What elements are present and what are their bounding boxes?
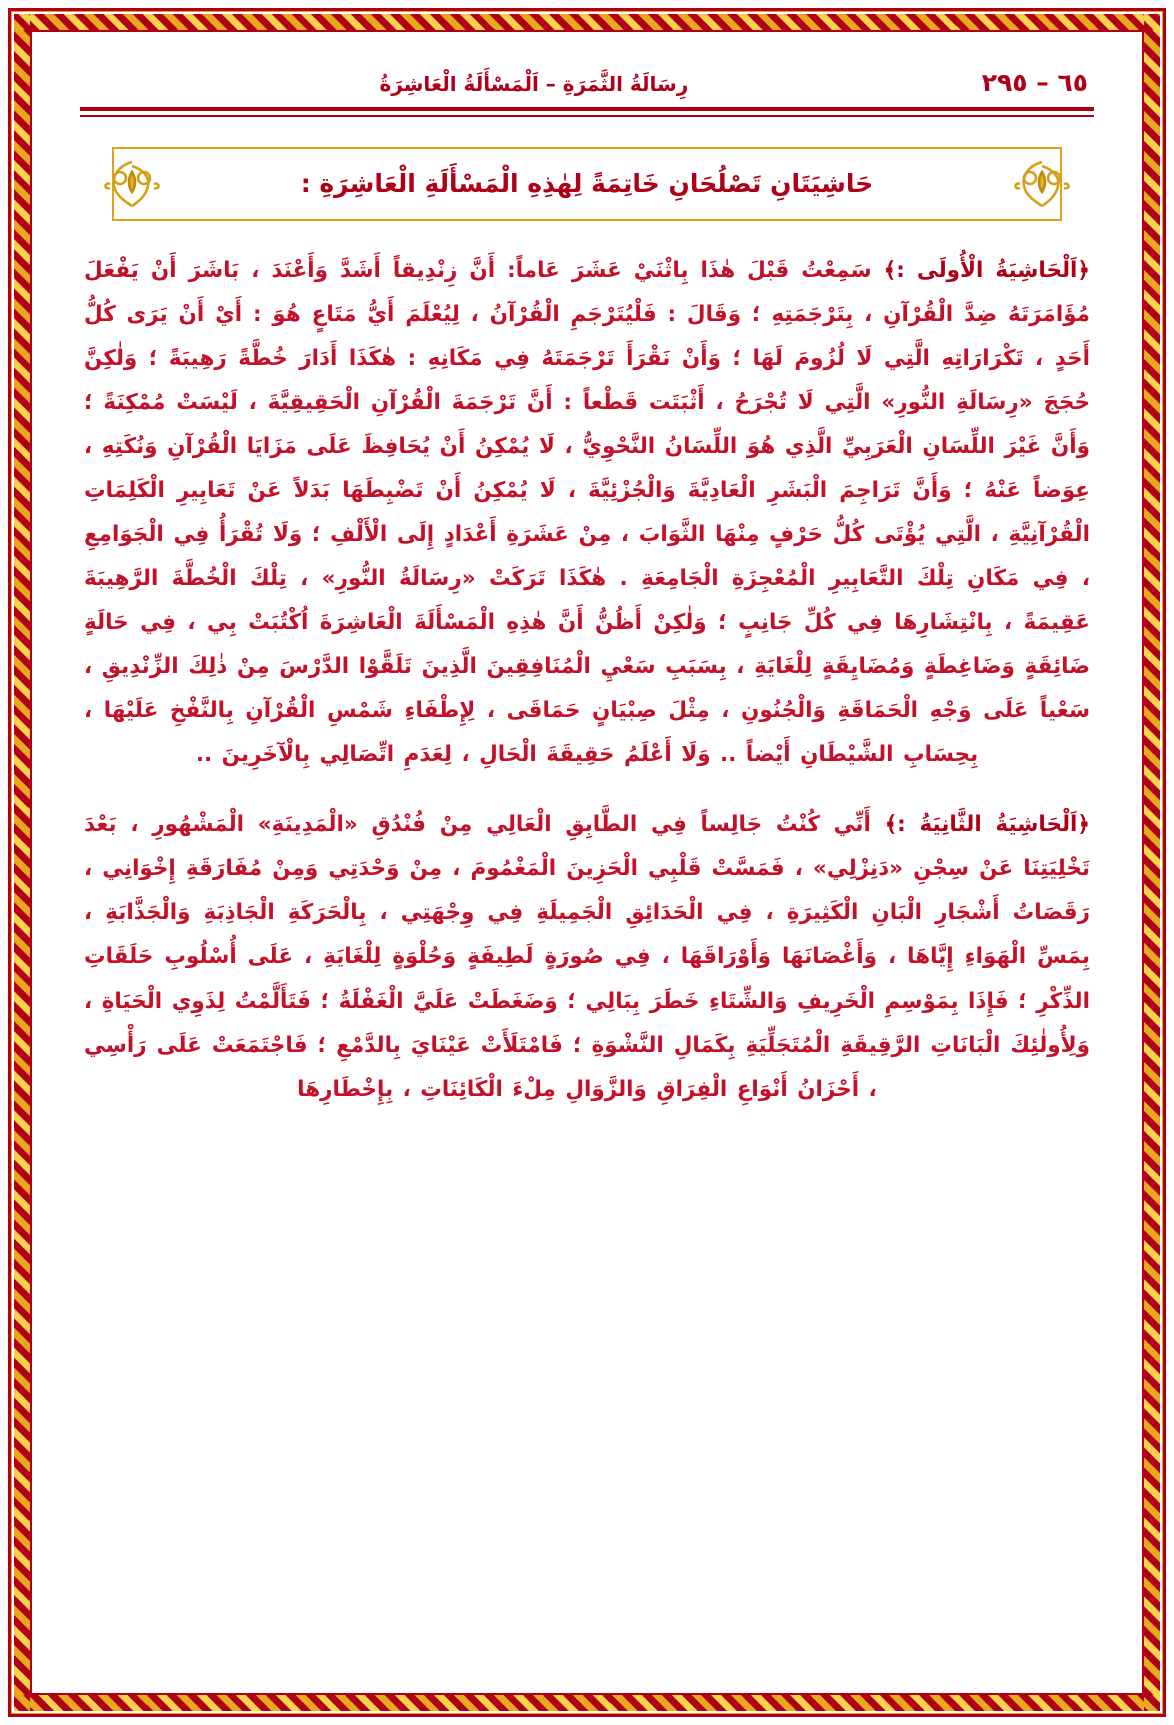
body-text (74, 249, 1100, 1112)
paragraph-first-footnote (84, 249, 1090, 778)
running-title: رِسَالَةُ الثَّمَرَةِ – اَلْمَسْأَلَةُ الْعَاشِرَةُ (379, 72, 689, 96)
section-title-band (112, 147, 1062, 221)
footnote-text-first: سَمِعْتُ قَبْلَ هٰذَا بِاثْنَيْ عَشَرَ عَاماً: أَنَّ زِنْدِيقاً أَشَدَّ وَأَعْنَدَ ، بَاشَرَ أَنْ يَفْعَلَ مُؤَامَرَتَهُ ضِدَّ الْقُرْآنِ ، بِتَرْجَمَتِهِ ؛ وَقَالَ : فَلْيُتَرْجَمِ الْقُرْآنُ ، لِيُعْلَمَ أَيُّ مَتَاعٍ هُوَ : أَيْ أَنْ يَرَى كُلُّ أَحَدٍ ، تَكْرَارَاتِهِ الَّتِي لَا لُزُومَ لَهَا ؛ وَأَنْ نَقْرَأَ تَرْجَمَتَهُ فِي مَكَانِهِ : هٰكَذَا أَدَارَ خُطَّةً رَهِيبَةً ؛ وَلٰكِنَّ حُجَجَ «رِسَالَةِ النُّورِ» الَّتِي لَا تُجْرَحُ ، أَثْبَتَت قَطْعاً : أَنَّ تَرْجَمَةَ الْقُرْآنِ الْحَقِيقِيَّةَ ، لَيْسَتْ مُمْكِنَةً ؛ وَأَنَّ غَيْرَ اللِّسَانِ الْعَرَبِيِّ الَّذِي هُوَ اللِّسَانُ النَّحْوِيُّ ، لَا يُمْكِنُ أَنْ يُحَافِظَ عَلَى مَزَايَا الْقُرْآنِ وَنُكَتِهِ ، عِوَضاً عَنْهُ ؛ وَأَنَّ تَرَاجِمَ الْبَشَرِ الْعَادِيَّةَ وَالْجُزْئِيَّةَ ، لَا يُمْكِنُ أَنْ تَضْبِطَهَا بَدَلاً عَنْ تَعَابِيرِ الْكَلِمَاتِ الْقُرْآنِيَّةِ ، الَّتِي يُؤْتَى كُلُّ حَرْفٍ مِنْهَا الثَّوَابَ ، مِنْ عَشَرَةِ أَعْدَادٍ إِلَى الْأَلْفِ ؛ وَلَا تُقْرَأُ فِي الْجَوَامِعِ ، فِي مَكَانِ تِلْكَ التَّعَابِيرِ الْمُعْجِزَةِ الْجَامِعَةِ . هٰكَذَا تَرَكَتْ «رِسَالَةُ النُّورِ» ، تِلْكَ الْخُطَّةَ الرَّهِيبَةَ عَقِيمَةً ، بِانْتِشَارِهَا فِي كُلِّ جَانِبٍ ؛ وَلٰكِنْ أَظُنُّ أَنَّ هٰذِهِ الْمَسْأَلَةَ الْعَاشِرَةَ اُكْتُبَتْ بِي ، فِي حَالَةٍ ضَائِقَةٍ وَضَاغِطَةٍ وَمُضَايِقَةٍ لِلْغَايَةِ ، بِسَبَبِ سَعْيِ الْمُنَافِقِينَ الَّذِينَ تَلَقَّوْا الدَّرْسَ مِنْ ذٰلِكَ الزِّنْدِيقِ ، سَعْياً عَلَى وَجْهِ الْحَمَاقَةِ وَالْجُنُونِ ، مِثْلَ صِبْيَانٍ حَمَاقَى ، لِإِطْفَاءِ شَمْسِ الْقُرْآنِ بِالنَّفْخِ عَلَيْهَا ، بِحِسَابِ الشَّيْطَانِ أَيْضاً .. وَلَا أَعْلَمُ حَقِيقَةَ الْحَالِ ، لِعَدَمِ اتِّصَالِي بِالْآخَرِينَ .. (84, 257, 1090, 768)
page-number: ٦٥ – ٢٩٥ (981, 68, 1088, 97)
header-rule-thin (80, 115, 1094, 117)
header-divider (80, 107, 1094, 117)
page-header (74, 68, 1100, 97)
paragraph-second-footnote (84, 803, 1090, 1111)
header-rule-thick (80, 107, 1094, 111)
footnote-marker-first: ﴿اَلْحَاشِيَةُ الْأُولَى :﴾ (883, 257, 1090, 283)
floral-ornament-icon (100, 152, 164, 216)
page-content (48, 46, 1126, 1679)
footnote-text-second: أَنِّي كُنْتُ جَالِساً فِي الطَّابِقِ الْعَالِي مِنْ فُنْدُقِ «الْمَدِينَةِ» الْمَشْهُورِ ، بَعْدَ تَخْلِيَتِنَا عَنْ سِجْنِ «دَنِزْلِي» ، فَمَسَّتْ قَلْبِي الْحَزِينَ الْمَغْمُومَ ، مِنْ وَحْدَتِي وَمِنْ مُفَارَقَةِ إِخْوَانِي ، رَقَصَاتُ أَشْجَارِ الْبَانِ الْكَثِيرَةِ ، فِي الْحَدَائِقِ الْجَمِيلَةِ فِي وِجْهَتِي ، بِالْحَرَكَةِ الْجَاذِبَةِ وَالْجَذَّابَةِ ، بِمَسِّ الْهَوَاءِ إِيَّاهَا ، وَأَغْصَانَهَا وَأَوْرَاقَهَا ، فِي صُورَةٍ لَطِيفَةٍ وَحُلْوَةٍ لِلْغَايَةِ ، عَلَى أُسْلُوبِ حَلَقَاتِ الذِّكْرِ ؛ فَإِذَا بِمَوْسِمِ الْخَرِيفِ وَالشِّتَاءِ خَطَرَ بِبَالِي ؛ وَضَغَطَتْ عَلَيَّ الْغَفْلَةُ ؛ فَتَأَلَّمْتُ لِذَوِي الْحَيَاةِ ، وَلِأُولٰئِكَ الْبَانَاتِ الرَّقِيقَةِ الْمُتَجَلِّيَةِ بِكَمَالِ النَّشْوَةِ ؛ فَامْتَلَأَتْ عَيْنَايَ بِالدَّمْعِ ؛ فَاجْتَمَعَتْ عَلَى رَأْسِي ، أَحْزَانُ أَنْوَاعِ الْفِرَاقِ وَالزَّوَالِ مِلْءَ الْكَائِنَاتِ ، بِإِخْطَارِهَا (84, 812, 1090, 1102)
section-title-text: حَاشِيَتَانِ تَصْلُحَانِ خَاتِمَةً لِهٰذِهِ الْمَسْأَلَةِ الْعَاشِرَةِ : (300, 169, 874, 198)
footnote-marker-second: ﴿اَلْحَاشِيَةُ الثَّانِيَةُ :﴾ (884, 812, 1090, 838)
floral-ornament-icon (1010, 152, 1074, 216)
